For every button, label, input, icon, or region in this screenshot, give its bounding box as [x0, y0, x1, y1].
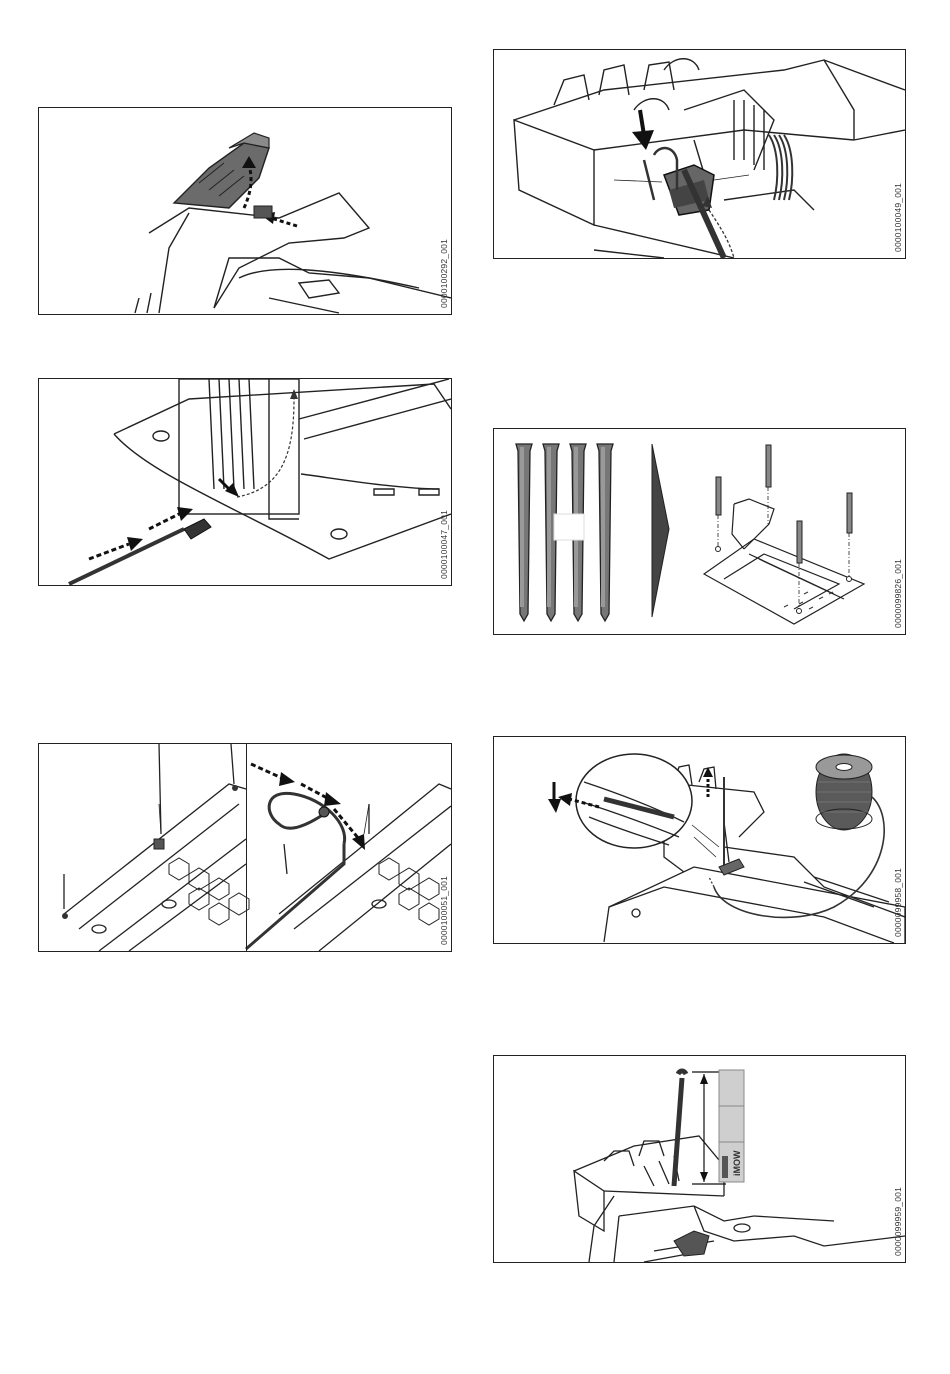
figure-cover-flap	[38, 107, 452, 315]
pegs-anchoring-illustration	[494, 429, 905, 634]
figure-code: 0000100047_001	[439, 510, 449, 579]
cable-insertion-illustration	[39, 379, 451, 585]
figure-code: 0000100292_001	[439, 239, 449, 308]
figure-wire-spool	[493, 736, 906, 944]
figure-cable-insertion	[38, 378, 452, 586]
wire-spool	[816, 754, 872, 830]
figure-code: 0000099958_001	[893, 868, 903, 937]
figure-wire-length	[493, 1055, 906, 1263]
figure-pegs-anchoring	[493, 428, 906, 635]
figure-base-cable-routing	[38, 743, 452, 952]
cover-flap-illustration	[39, 108, 451, 314]
terminal-connector-illustration	[494, 50, 905, 258]
figure-code: 0000099826_001	[893, 559, 903, 628]
base-cable-routing-illustration	[39, 744, 451, 951]
figure-code: 0000100049_001	[893, 183, 903, 252]
wire-spool-illustration	[494, 737, 905, 943]
wire-length-illustration	[494, 1056, 905, 1262]
figure-code: 0000099959_001	[893, 1187, 903, 1256]
figure-code: 0000100051_001	[439, 876, 449, 945]
figure-terminal-connector	[493, 49, 906, 259]
gauge-brand-label: iMOW	[732, 1150, 742, 1176]
panel-divider	[246, 744, 247, 951]
